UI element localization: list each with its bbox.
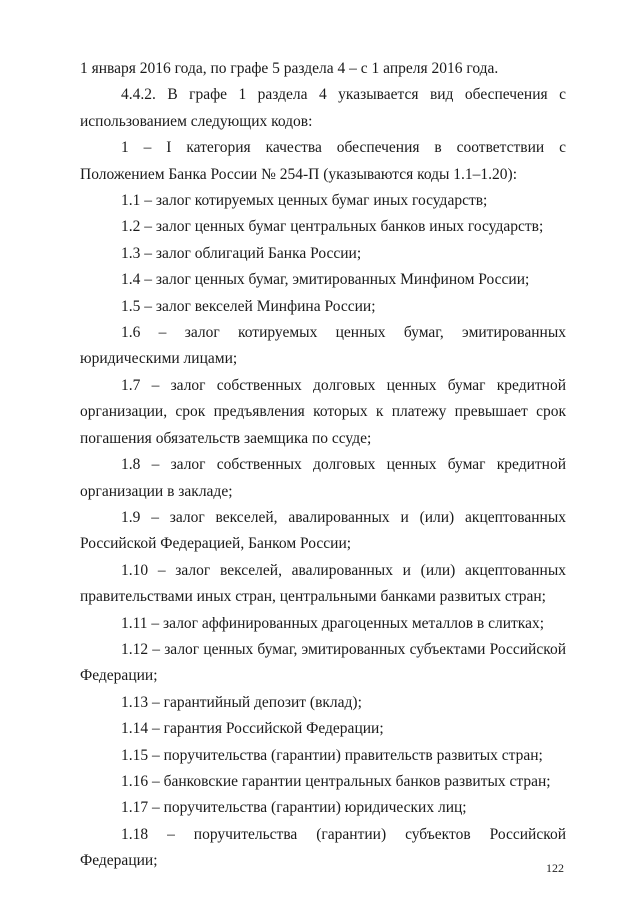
paragraph-code-1-12: 1.12 – залог ценных бумаг, эмитированных субъектами Российской Федерации; [80, 640, 566, 685]
paragraph-code-1-6: 1.6 – залог котируемых ценных бумаг, эмитированных юридическими лицами; [80, 324, 566, 368]
paragraph-code-1-18: 1.18 – поручительства (гарантии) субъектов Российской Федерации; [80, 825, 566, 870]
paragraph-code-1-13: 1.13 – гарантийный депозит (вклад); [121, 693, 362, 711]
paragraph-code-1-7: 1.7 – залог собственных долговых ценных бумаг кредитной организации, срок предъявления которых к платежу превышает срок погашения обязательств заемщика по ссуде; [80, 376, 566, 447]
document-page [80, 56, 566, 875]
paragraph-section-4-4-2: 4.4.2. В графе 1 раздела 4 указывается вид обеспечения с использованием следующих кодов: [80, 86, 566, 130]
paragraph-code-1-15: 1.15 – поручительства (гарантии) правительств развитых стран; [121, 746, 543, 764]
paragraph-code-1-14: 1.14 – гарантия Российской Федерации; [121, 720, 384, 738]
paragraph-code-1-16: 1.16 – банковские гарантии центральных банков развитых стран; [121, 772, 551, 790]
paragraph-code-1-1: 1.1 – залог котируемых ценных бумаг иных государств; [121, 192, 488, 210]
paragraph-code-1-9: 1.9 – залог векселей, авалированных и (или) акцептованных Российской Федерацией, Банком России; [80, 508, 566, 553]
paragraph-code-1-2: 1.2 – залог ценных бумаг центральных банков иных государств; [121, 218, 544, 236]
paragraph-code-1-3: 1.3 – залог облигаций Банка России; [121, 244, 362, 262]
paragraph-code-1-8: 1.8 – залог собственных долговых ценных бумаг кредитной организации в закладе; [80, 456, 566, 500]
paragraph-code-1: 1 – I категория качества обеспечения в соответствии с Положением Банка России № 254-П (указываются коды 1.1–1.20): [80, 139, 566, 183]
paragraph-code-1-11: 1.11 – залог аффинированных драгоценных металлов в слитках; [121, 614, 545, 632]
paragraph-code-1-4: 1.4 – залог ценных бумаг, эмитированных Минфином России; [121, 271, 530, 289]
paragraph-code-1-10: 1.10 – залог векселей, авалированных и (или) акцептованных правительствами иных стран, центральными банками развитых стран; [80, 561, 566, 606]
paragraph-continuation: 1 января 2016 года, по графе 5 раздела 4 – с 1 апреля 2016 года. [80, 60, 499, 77]
page-number: 122 [546, 861, 564, 875]
paragraph-code-1-17: 1.17 – поручительства (гарантии) юридических лиц; [121, 799, 467, 817]
paragraph-code-1-5: 1.5 – залог векселей Минфина России; [121, 297, 376, 315]
